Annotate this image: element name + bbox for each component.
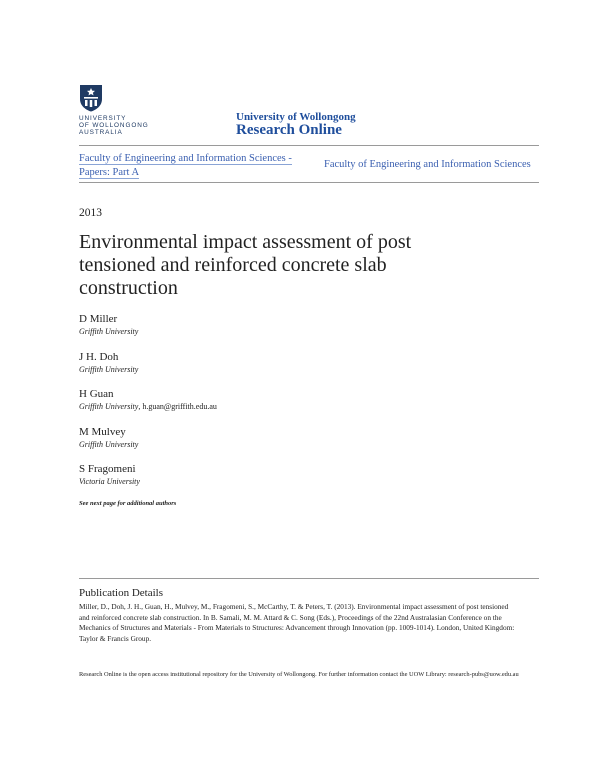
author-name: M Mulvey <box>79 426 126 438</box>
affiliation-text: Griffith University <box>79 440 139 449</box>
affiliation-text: Victoria University <box>79 477 140 486</box>
author-entry <box>79 463 379 486</box>
author-entry <box>79 351 379 374</box>
paper-title: Environmental impact assessment of post tensioned and reinforced concrete slab construction <box>79 231 412 299</box>
logo-line: UNIVERSITY <box>79 115 127 122</box>
author-entry <box>79 388 379 411</box>
author-name: J H. Doh <box>79 351 119 363</box>
author-name: D Miller <box>79 313 118 325</box>
logo-text <box>79 115 149 136</box>
nav-divider <box>79 182 539 183</box>
author-affiliation <box>79 477 379 486</box>
collection-link[interactable] <box>79 152 319 179</box>
publication-details-heading: Publication Details <box>79 587 164 599</box>
logo-line: AUSTRALIA <box>79 129 123 136</box>
publication-divider <box>79 578 539 579</box>
author-affiliation <box>79 440 379 449</box>
author-name: H Guan <box>79 388 114 400</box>
research-online-title[interactable]: Research Online <box>236 122 342 138</box>
publication-year: 2013 <box>79 207 102 219</box>
see-next-page-note: See next page for additional authors <box>79 500 177 507</box>
university-crest-icon <box>79 84 103 112</box>
author-affiliation <box>79 365 379 374</box>
faculty-link[interactable]: Faculty of Engineering and Information Sciences <box>324 159 531 170</box>
affiliation-text: Griffith University <box>79 327 139 336</box>
university-logo <box>79 84 149 136</box>
author-entry <box>79 313 379 336</box>
repository-footer: Research Online is the open access institutional repository for the University of Wollongong. For further information contact the UOW Library: research-pubs@uow.edu.au <box>79 671 519 678</box>
author-email[interactable]: h.guan@griffith.edu.au <box>142 402 217 411</box>
university-name[interactable]: University of Wollongong <box>236 111 356 123</box>
logo-line: OF WOLLONGONG <box>79 122 149 129</box>
author-affiliation <box>79 327 379 336</box>
author-affiliation: Griffith University, h.guan@griffith.edu.au <box>79 402 217 411</box>
author-entry <box>79 426 379 449</box>
collection-link-label: Faculty of Engineering and Information Sciences - Papers: Part A <box>79 153 292 178</box>
affiliation-text: Griffith University <box>79 402 139 411</box>
header-divider <box>79 145 539 146</box>
publication-details-text: Miller, D., Doh, J. H., Guan, H., Mulvey, M., Fragomeni, S., McCarthy, T. & Peters, T. (2013). Environmental impact assessment of post tensioned and reinforced concrete slab construction. In B. Samali, M. M. Attard & C. Song (Eds.), Proceedings of the 22nd Australasian Conference on the Mechanics of Structures and Materials - From Materials to Structures: Advancement through Innovation (pp. 1009-1014). London, United Kingdom: Taylor & Francis Group. <box>79 602 515 643</box>
author-name: S Fragomeni <box>79 463 136 475</box>
affiliation-text: Griffith University <box>79 365 139 374</box>
